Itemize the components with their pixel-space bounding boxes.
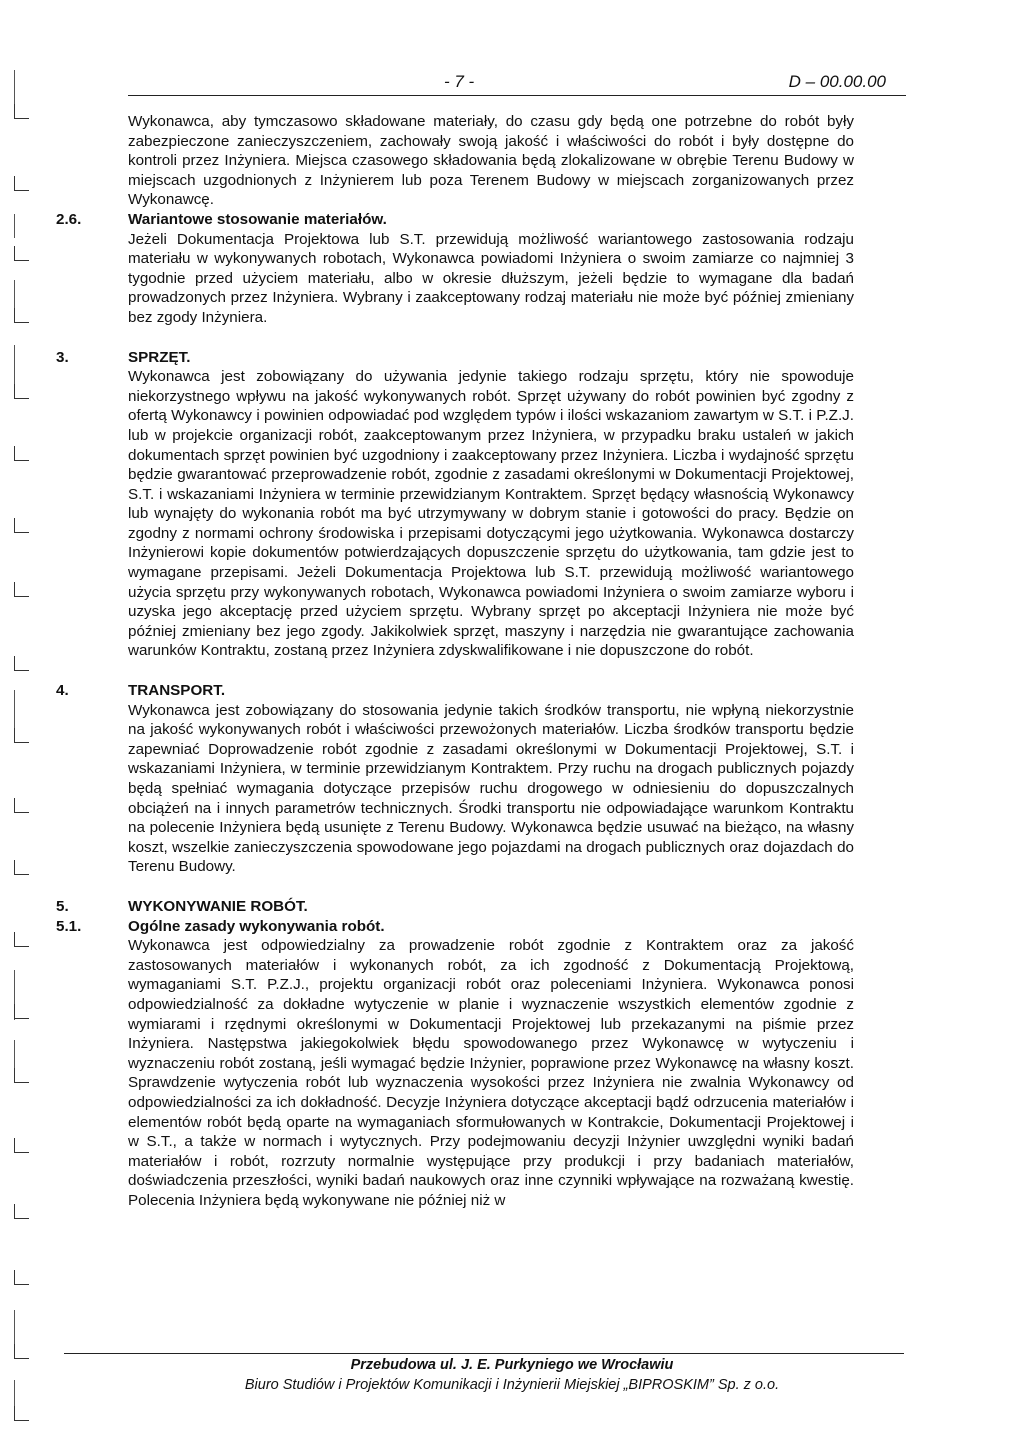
section-title: SPRZĘT. xyxy=(128,348,191,366)
section-number-empty xyxy=(0,112,128,210)
section-4 xyxy=(0,681,1024,877)
binding-mark xyxy=(14,1406,29,1421)
section-paragraph: Wykonawca jest zobowiązany do stosowania jedynie takich środków transportu, nie wpłyną niekorzystnie na jakość wykonywanych robót i właściwości przewożonych materiałów. Liczba środków transportu będzie zapewniać Doprowadzenie robót zgodnie z zasadami określonymi w Dokumentacji Projektowej, S.T. i wskazaniami Inżyniera, w terminie przewidzianym Kontraktem. Przy ruchu na drogach publicznych pojazdy będą spełniać wymagania dotyczące przepisów ruchu drogowego w odniesieniu do dopuszczalnych obciążeń na i innych parametrów technicznych. Środki transportu nie odpowiadające warunkom Kontraktu na polecenie Inżyniera będą usunięte z Terenu Budowy. Wykonawca będzie usuwać na bieżąco, na własny koszt, wszelkie zanieczyszczenia spowodowane jego pojazdami na drogach publicznych oraz dojazdach do Terenu Budowy. xyxy=(128,701,854,876)
intro-paragraph: Wykonawca, aby tymczasowo składowane materiały, do czasu gdy będą one potrzebne do robót były zabezpieczone zanieczyszczeniem, zachowały swoją jakość i właściwości do robót i były dostępne do kontroli przez Inżyniera. Miejsca czasowego składowania będą zlokalizowane w obrębie Terenu Budowy w miejscach uzgodnionych z Inżynierem lub poza Terenem Budowy w miejscach zorganizowanych przez Wykonawcę. xyxy=(128,113,854,209)
footer-company: Biuro Studiów i Projektów Komunikacji i Inżynierii Miejskiej „BIPROSKIM” Sp. z o.o. xyxy=(244,1377,780,1393)
section-title: Wariantowe stosowanie materiałów. xyxy=(128,210,387,228)
section-number: 5. xyxy=(56,897,69,915)
section-title: WYKONYWANIE ROBÓT. xyxy=(128,897,308,915)
section-title: Ogólne zasady wykonywania robót. xyxy=(128,917,385,935)
section-paragraph: Wykonawca jest odpowiedzialny za prowadzenie robót zgodnie z Kontraktem oraz za jakość zastosowanych materiałów i wykonanych robót, za ich zgodność z Dokumentacją Projektową, wymaganiami S.T. P.Z.J., projektu organizacji robót oraz poleceniami Inżyniera. Wykonawca ponosi odpowiedzialność za dokładne wytyczenie w planie i wyznaczenie wszystkich elementów zgodnie z wymiarami i rzędnymi określonymi w Dokumentacji Projektowej lub przekazanymi na piśmie przez Inżyniera. Następstwa jakiegokolwiek błędu spowodowanego przez Wykonawcę w wytyczeniu i wyznaczeniu robót zostaną, jeśli wymagać będzie Inżynier, poprawione przez Wykonawcę na własny koszt. Sprawdzenie wytyczenia robót lub wyznaczenia wysokości przez Inżyniera nie zwalnia Wykonawcy od odpowiedzialności za ich dokładność. Decyzje Inżyniera dotyczące akceptacji bądź odrzucenia materiałów i elementów robót będą oparte na wymaganiach sformułowanych w Kontrakcie, Dokumentacji Projektowej i w S.T., a także w normach i wytycznych. Przy podejmowaniu decyzji Inżynier uwzględni wyniki badań materiałów i robót, rozrzuty normalnie występujące przy produkcji i przy badaniach materiałów, doświadczenia przeszłości, wyniki badań naukowych oraz inne czynniki wpływające na rozważaną kwestię. Polecenia Inżyniera będą wykonywane nie później niż w xyxy=(128,937,854,1209)
footer-project-title: Przebudowa ul. J. E. Purkyniego we Wrocławiu xyxy=(350,1357,674,1373)
section-number: 5.1. xyxy=(56,917,82,935)
section-5-1 xyxy=(0,917,1024,1211)
section-2-6 xyxy=(0,210,1024,328)
page-number: - 7 - xyxy=(444,72,475,91)
section-paragraph: Jeżeli Dokumentacja Projektowa lub S.T. przewidują możliwość wariantowego zastosowania rodzaju materiału w wykonywanych robotach, Wykonawca powiadomi Inżyniera o swoim zamiarze co najmniej 3 tygodnie przed użyciem materiału, albo w okresie dłuższym, jeżeli będzie to wymagane dla badań prowadzonych przez Inżyniera. Wybrany i zaakceptowany rodzaj materiału nie może być później zmieniany bez zgody Inżyniera. xyxy=(128,230,854,326)
footer-rule xyxy=(64,1353,904,1354)
intro-paragraph-block xyxy=(0,112,1024,210)
section-number: 3. xyxy=(56,348,69,366)
document-body xyxy=(0,112,1024,1210)
binding-mark xyxy=(14,1270,29,1285)
section-number: 4. xyxy=(56,682,69,700)
section-number: 2.6. xyxy=(56,210,82,228)
page-header xyxy=(128,72,904,94)
section-title: TRANSPORT. xyxy=(128,682,226,700)
document-code: D – 00.00.00 xyxy=(788,72,886,91)
section-3 xyxy=(0,348,1024,662)
section-5 xyxy=(0,897,1024,917)
section-paragraph: Wykonawca jest zobowiązany do używania jedynie takiego rodzaju sprzętu, który nie spowoduje niekorzystnego wpływu na jakość wykonywanych robót. Sprzęt używany do robót powinien być zgodny z ofertą Wykonawcy i powinien odpowiadać pod względem typów i ilości wskazaniom zawartym w S.T. i P.Z.J. lub w projekcie organizacji robót, zaakceptowanym przez Inżyniera, w przypadku braku ustaleń w jakich dokumentach sprzęt powinien być uzgodniony i zaakceptowany przez Inżyniera. Liczba i wydajność sprzętu będzie gwarantować przeprowadzenie robót, zgodnie z zasadami określonymi w Dokumentacji Projektowej, S.T. i wskazaniami Inżyniera w terminie przewidzianym Kontraktem. Sprzęt będący własnością Wykonawcy lub wynajęty do wykonania robót ma być utrzymywany w dobrym stanie i gotowości do pracy. Będzie on zgodny z normami ochrony środowiska i przepisami dotyczącymi jego użytkowania. Wykonawca dostarczy Inżynierowi kopie dokumentów potwierdzających dopuszczenie sprzętu do użytkowania, tam gdzie jest to wymagane przepisami. Jeżeli Dokumentacja Projektowa lub S.T. przewidują możliwość wariantowego użycia sprzętu przy wykonywanych robotach, Wykonawca powiadomi Inżyniera o swoim zamiarze wyboru i uzyska jego akceptację przed użyciem sprzętu. Wybrany sprzęt po akceptacji Inżyniera nie może być później zmieniany bez jego zgody. Jakikolwiek sprzęt, maszyny i narzędzia nie gwarantujące zachowania warunków Kontraktu, zostaną przez Inżyniera zdyskwalifikowane i nie dopuszczone do robót. xyxy=(128,368,854,660)
header-rule xyxy=(128,95,906,96)
